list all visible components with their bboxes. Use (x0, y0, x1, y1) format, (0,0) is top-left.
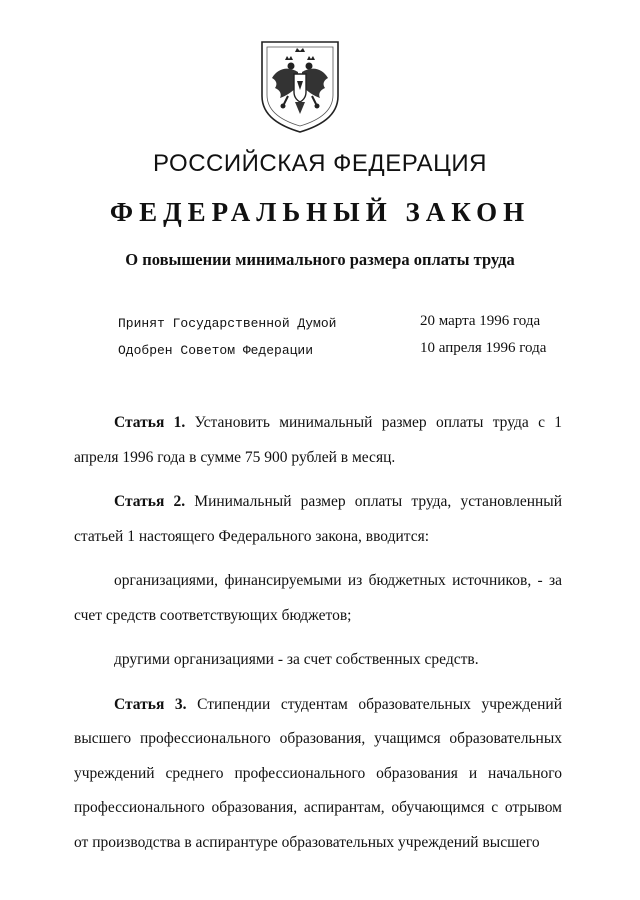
country-title: РОССИЙСКАЯ ФЕДЕРАЦИЯ (153, 150, 487, 177)
article-2 (74, 485, 562, 554)
council-approval-label: Одобрен Советом Федерации (118, 343, 314, 358)
duma-adoption-date: 20 марта 1996 года (420, 313, 541, 329)
article-1-title: Статья 1. (114, 414, 186, 431)
article-2-title: Статья 2. (114, 493, 186, 510)
article-1 (74, 406, 562, 475)
article-2-item-2: другими организациями - за счет собственных средств. (114, 651, 479, 668)
article-3-text: Стипендии студентам образовательных учреждений высшего профессионального образования, учащимся образовательных учреждений среднего профессионального образования и начального профессионального образования, аспирантам, обучающимся с отрывом от производства в аспирантуре образовательных учреждений высшего (74, 695, 562, 851)
article-3 (74, 688, 562, 861)
article-1-text: Установить минимальный размер оплаты труда с 1 апреля 1996 года в сумме 75 900 рублей в месяц. (74, 414, 562, 466)
article-3-title: Статья 3. (114, 695, 187, 713)
council-approval-date: 10 апреля 1996 года (420, 340, 547, 356)
document-type-title: ФЕДЕРАЛЬНЫЙ ЗАКОН (109, 197, 531, 227)
law-body (74, 406, 562, 870)
article-2-item-1: организациями, финансируемыми из бюджетных источников, - за счет средств соответствующих бюджетов; (74, 572, 562, 624)
coat-of-arms-icon (258, 38, 342, 134)
duma-adoption-label: Принят Государственной Думой (118, 316, 337, 331)
law-subject-title: О повышении минимального размера оплаты труда (125, 250, 515, 269)
article-2-text: Минимальный размер оплаты труда, установленный статьей 1 настоящего Федерального закона, вводится: (74, 493, 563, 545)
